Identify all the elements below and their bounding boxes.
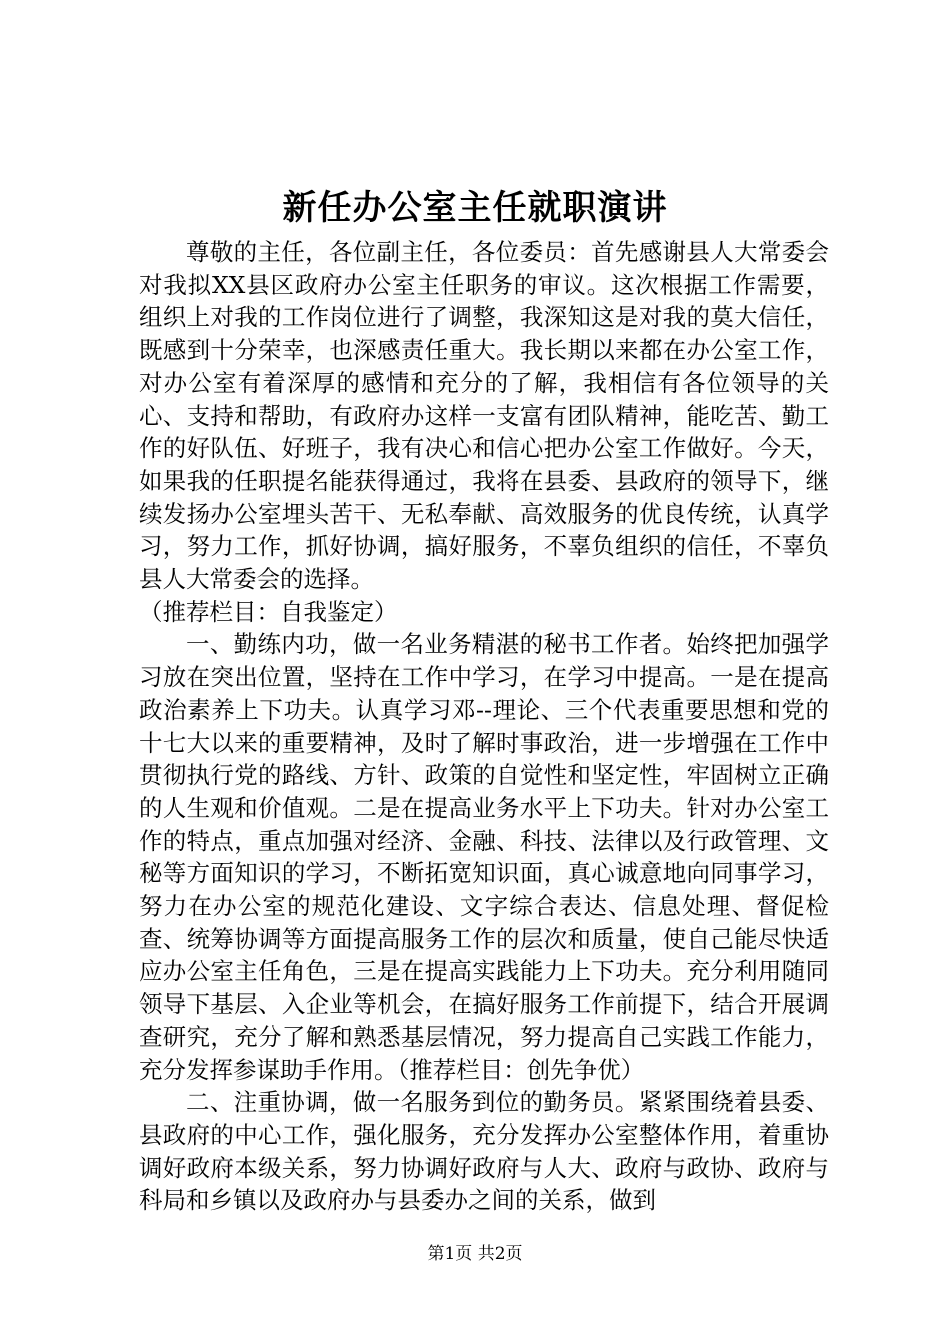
paragraph-recommend-column: （推荐栏目：自我鉴定） — [139, 597, 398, 626]
paragraph-section-one: 一、勤练内功，做一名业务精湛的秘书工作者。始终把加强学习放在突出位置，坚持在工作中学习，在学习中提高。一是在提高政治素养上下功夫。认真学习邓--理论、三个代表重要思想和党的十七大以来的重要精神，及时了解时事政治，进一步增强在工作中贯彻执行党的路线、方针、政策的自觉性和坚定性，牢固树立正确的人生观和价值观。二是在提高业务水平上下功夫。针对办公室工作的特点，重点加强对经济、金融、科技、法律以及行政管理、文秘等方面知识的学习，不断拓宽知识面，真心诚意地向同事学习，努力在办公室的规范化建设、文字综合表达、信息处理、督促检查、统筹协调等方面提高服务工作的层次和质量，使自己能尽快适应办公室主任角色，三是在提高实践能力上下功夫。充分利用随同领导下基层、入企业等机会，在搞好服务工作前提下，结合开展调查研究，充分了解和熟悉基层情况，努力提高自己实践工作能力，充分发挥参谋助手作用。（推荐栏目：创先争优） — [139, 630, 829, 1084]
document-body — [139, 236, 829, 1217]
document-title: 新任办公室主任就职演讲 — [282, 188, 668, 228]
paragraph-section-two: 二、注重协调，做一名服务到位的勤务员。紧紧围绕着县委、县政府的中心工作，强化服务，充分发挥办公室整体作用，着重协调好政府本级关系，努力协调好政府与人大、政府与政协、政府与科局和乡镇以及政府办与县委办之间的关系，做到 — [139, 1088, 829, 1215]
page-number-footer: 第1页 共2页 — [427, 1244, 523, 1264]
paragraph-greeting: 尊敬的主任，各位副主任，各位委员：首先感谢县人大常委会对我拟XX县区政府办公室主任职务的审议。这次根据工作需要，组织上对我的工作岗位进行了调整，我深知这是对我的莫大信任，既感到十分荣幸，也深感责任重大。我长期以来都在办公室工作，对办公室有着深厚的感情和充分的了解，我相信有各位领导的关心、支持和帮助，有政府办这样一支富有团队精神，能吃苦、勤工作的好队伍、好班子，我有决心和信心把办公室工作做好。今天，如果我的任职提名能获得通过，我将在县委、县政府的领导下，继续发扬办公室埋头苦干、无私奉献、高效服务的优良传统，认真学习，努力工作，抓好协调，搞好服务，不辜负组织的信任，不辜负县人大常委会的选择。 — [139, 238, 829, 594]
